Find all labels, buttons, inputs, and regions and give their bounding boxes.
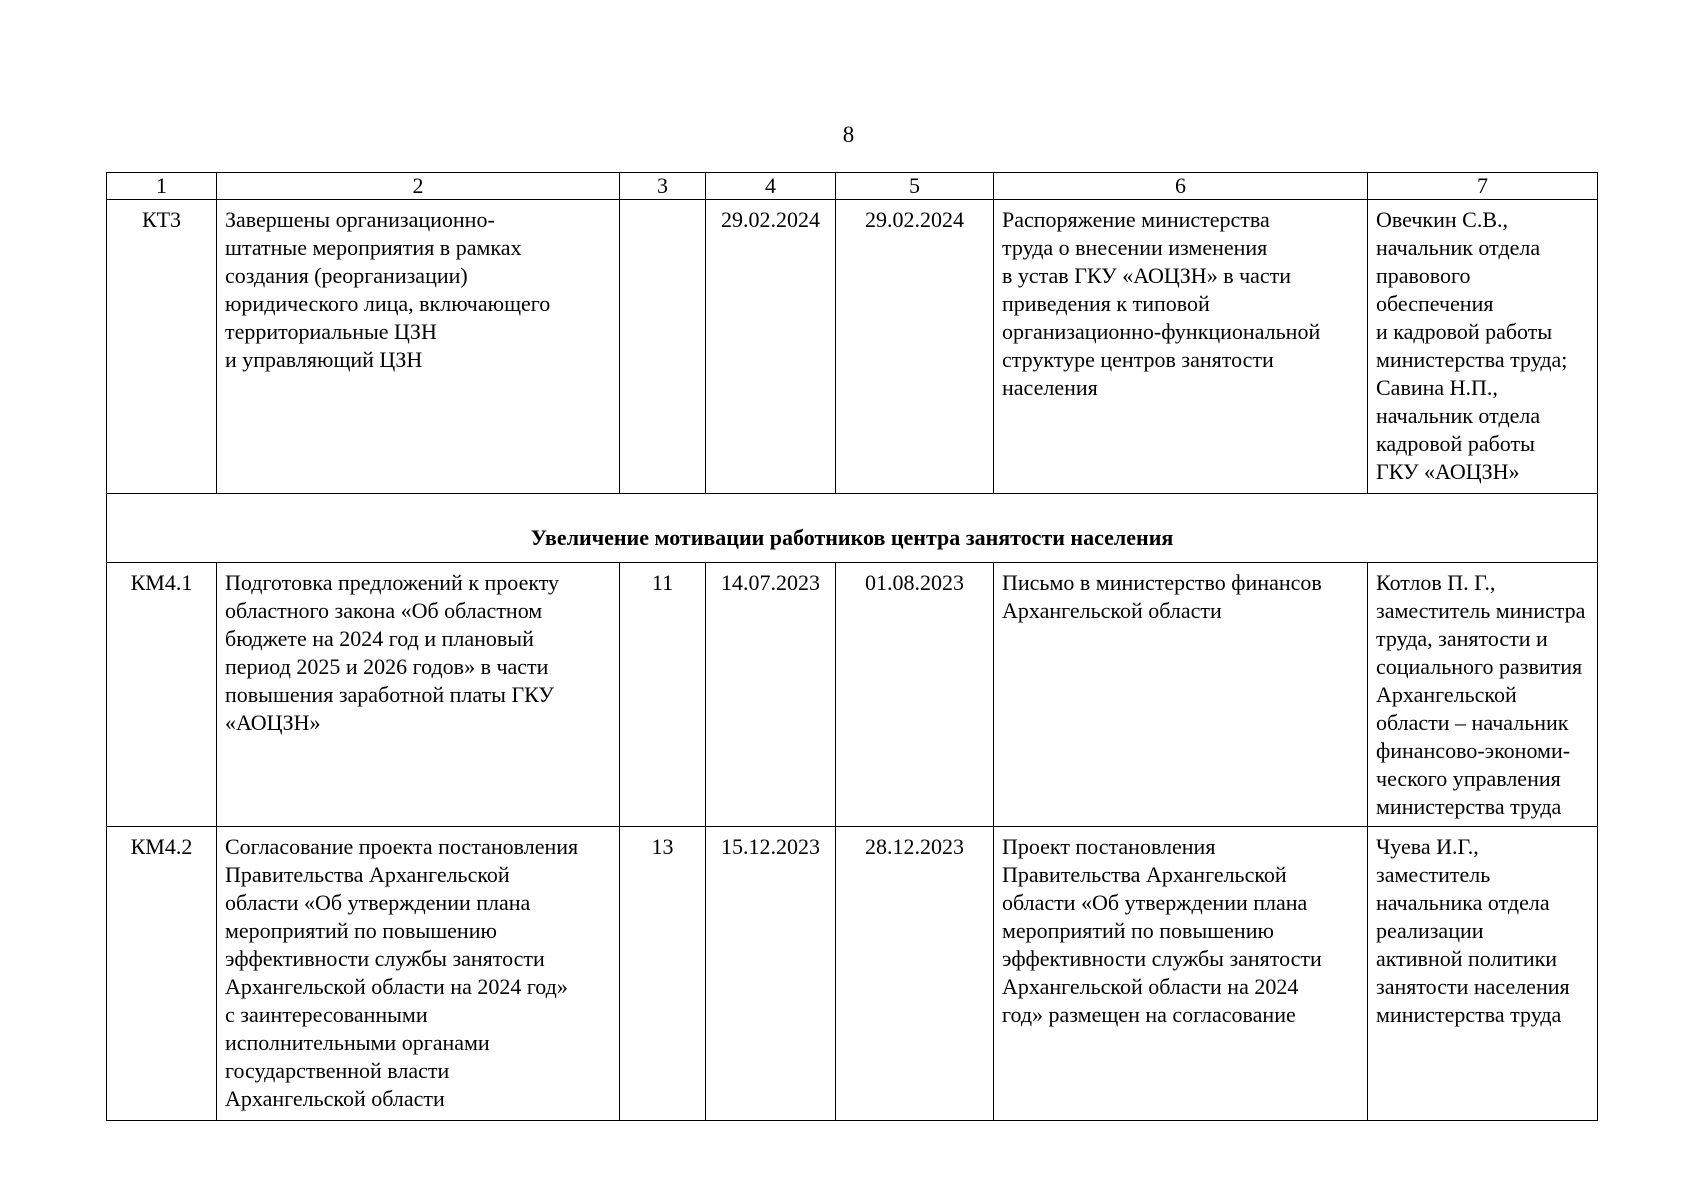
row-end-date: 28.12.2023 [836, 827, 994, 1121]
column-number: 6 [994, 173, 1368, 200]
row-start-date: 15.12.2023 [706, 827, 836, 1121]
row-id: КМ4.1 [107, 563, 217, 827]
row-responsible: Чуева И.Г., заместитель начальника отдела реализации активной политики занятости населения министерства труда [1368, 827, 1598, 1121]
column-number: 5 [836, 173, 994, 200]
row-col3 [620, 200, 706, 494]
column-number: 3 [620, 173, 706, 200]
row-result: Письмо в министерство финансов Архангельской области [994, 563, 1368, 827]
table-row [107, 827, 1598, 1121]
page-number: 8 [842, 122, 855, 147]
table-row [107, 200, 1598, 494]
row-title: Согласование проекта постановления Правительства Архангельской области «Об утверждении плана мероприятий по повышению эффективности службы занятости Архангельской области на 2024 год» с заинтересованными исполнительными органами государственной власти Архангельской области [217, 827, 620, 1121]
column-number: 7 [1368, 173, 1598, 200]
section-row [107, 494, 1598, 563]
row-responsible: Овечкин С.В., начальник отдела правового обеспечения и кадровой работы министерства труда; Савина Н.П., начальник отдела кадровой работы ГКУ «АОЦЗН» [1368, 200, 1598, 494]
row-responsible: Котлов П. Г., заместитель министра труда, занятости и социального развития Архангельской области – начальник финансово-экономи- ческого управления министерства труда [1368, 563, 1598, 827]
column-number-row [107, 173, 1598, 200]
row-title: Завершены организационно- штатные мероприятия в рамках создания (реорганизации) юридического лица, включающего территориальные ЦЗН и управляющий ЦЗН [217, 200, 620, 494]
row-end-date: 29.02.2024 [836, 200, 994, 494]
column-number: 2 [217, 173, 620, 200]
column-number: 4 [706, 173, 836, 200]
row-id: КМ4.2 [107, 827, 217, 1121]
row-start-date: 29.02.2024 [706, 200, 836, 494]
section-title: Увеличение мотивации работников центра занятости населения [107, 494, 1598, 563]
row-result: Проект постановления Правительства Архангельской области «Об утверждении плана мероприятий по повышению эффективности службы занятости Архангельской области на 2024 год» размещен на согласование [994, 827, 1368, 1121]
row-result: Распоряжение министерства труда о внесении изменения в устав ГКУ «АОЦЗН» в части приведения к типовой организационно-функциональной структуре центров занятости населения [994, 200, 1368, 494]
column-number: 1 [107, 173, 217, 200]
row-id: КТ3 [107, 200, 217, 494]
row-col3: 13 [620, 827, 706, 1121]
plan-table [106, 172, 1598, 1121]
row-start-date: 14.07.2023 [706, 563, 836, 827]
table-row [107, 563, 1598, 827]
row-title: Подготовка предложений к проекту областного закона «Об областном бюджете на 2024 год и плановый период 2025 и 2026 годов» в части повышения заработной платы ГКУ «АОЦЗН» [217, 563, 620, 827]
row-end-date: 01.08.2023 [836, 563, 994, 827]
row-col3: 11 [620, 563, 706, 827]
